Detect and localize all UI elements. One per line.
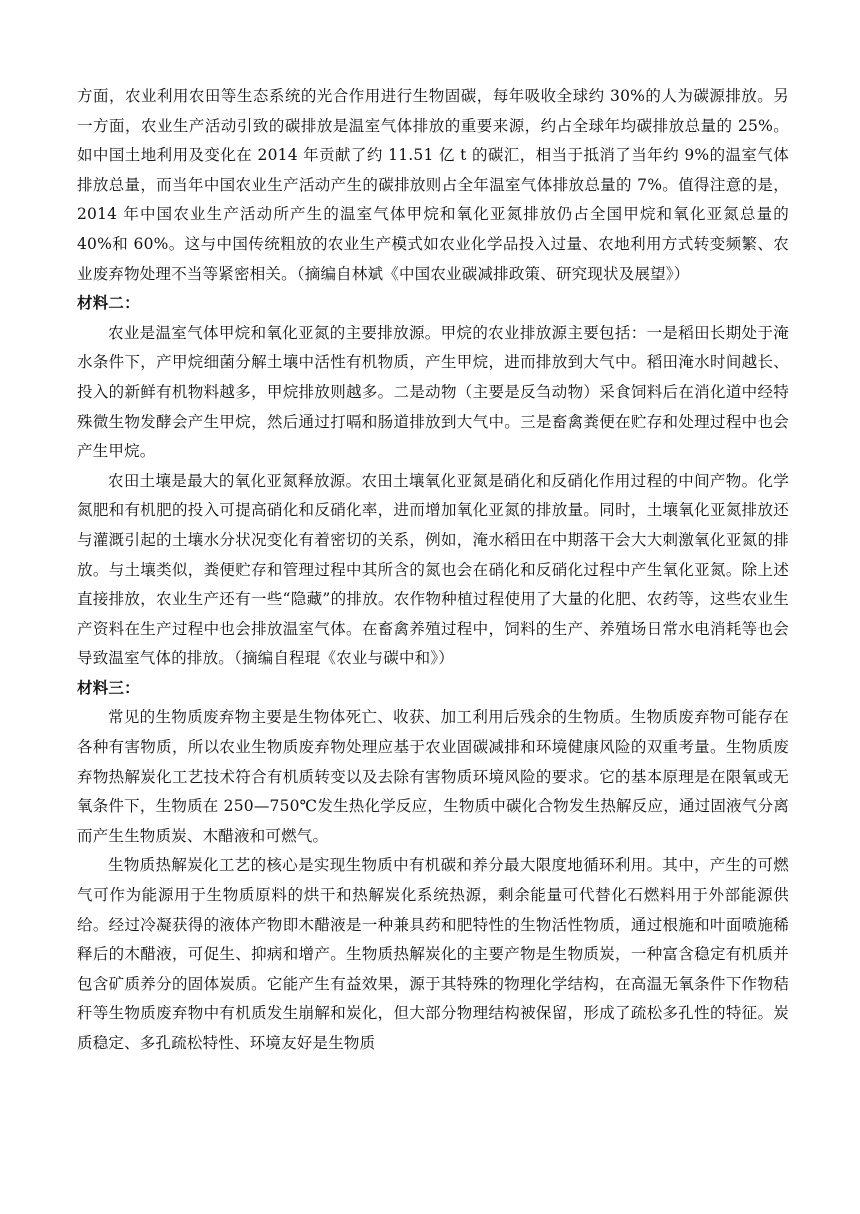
document-page — [77, 82, 789, 1059]
material2-heading: 材料二： — [77, 294, 140, 313]
material2-paragraph-1: 农业是温室气体甲烷和氧化亚氮的主要排放源。甲烷的农业排放源主要包括：一是稻田长期处于淹水条件下，产甲烷细菌分解土壤中活性有机物质，产生甲烷，进而排放到大气中。稻田淹水时间越长、投入的新鲜有机物料越多，甲烷排放则越多。二是动物（主要是反刍动物）采食饲料后在消化道中经特殊微生物发酵会产生甲烷，然后通过打嗝和肠道排放到大气中。三是畜禽粪便在贮存和处理过程中也会产生甲烷。 — [77, 323, 789, 461]
material3-paragraph-2: 生物质热解炭化工艺的核心是实现生物质中有机碳和养分最大限度地循环利用。其中，产生的可燃气可作为能源用于生物质原料的烘干和热解炭化系统热源，剩余能量可代替化石燃料用于外部能源供给。经过冷凝获得的液体产物即木醋液是一种兼具药和肥特性的生物活性物质，通过根施和叶面喷施稀释后的木醋液，可促生、抑病和增产。生物质热解炭化的主要产物是生物质炭，一种富含稳定有机质并包含矿质养分的固体炭质。它能产生有益效果，源于其特殊的物理化学结构，在高温无氧条件下作物秸秆等生物质废弃物中有机质发生崩解和炭化，但大部分物理结构被保留，形成了疏松多孔性的特征。炭质稳定、多孔疏松特性、环境友好是生物质 — [77, 856, 789, 1052]
material3-paragraph-1: 常见的生物质废弃物主要是生物体死亡、收获、加工利用后残余的生物质。生物质废弃物可能存在各种有害物质，所以农业生物质废弃物处理应基于农业固碳减排和环境健康风险的双重考量。生物质废弃物热解炭化工艺技术符合有机质转变以及去除有害物质环境风险的要求。它的基本原理是在限氧或无氧条件下，生物质在 250—750℃发生热化学反应，生物质中碳化合物发生热解反应，通过固液气分离而产生生物质炭、木醋液和可燃气。 — [77, 708, 789, 845]
material1-continuation-paragraph: 方面，农业利用农田等生态系统的光合作用进行生物固碳，每年吸收全球约 30%的人为碳源排放。另一方面，农业生产活动引致的碳排放是温室气体排放的重要来源，约占全球年均碳排放总量的 25%。如中国土地利用及变化在 2014 年贡献了约 11.51 亿 t 的碳汇，相当于抵消了当年约 9%的温室气体排放总量，而当年中国农业生产活动产生的碳排放则占全年温室气体排放总量的 7%。值得注意的是，2014 年中国农业生产活动所产生的温室气体甲烷和氧化亚氮排放仍占全国甲烷和氧化亚氮总量的 40%和 60%。这与中国传统粗放的农业生产模式如农业化学品投入过量、农地利用方式转变频繁、农业废弃物处理不当等紧密相关。（摘编自林斌《中国农业碳减排政策、研究现状及展望》） — [77, 87, 789, 283]
material3-heading: 材料三： — [77, 678, 140, 697]
material2-paragraph-2: 农田土壤是最大的氧化亚氮释放源。农田土壤氧化亚氮是硝化和反硝化作用过程的中间产物。化学氮肥和有机肥的投入可提高硝化和反硝化率，进而增加氧化亚氮的排放量。同时，土壤氧化亚氮排放还与灌溉引起的土壤水分状况变化有着密切的关系，例如，淹水稻田在中期落干会大大刺激氧化亚氮的排放。与土壤类似，粪便贮存和管理过程中其所含的氮也会在硝化和反硝化过程中产生氧化亚氮。除上述直接排放，农业生产还有一些“隐藏”的排放。农作物种植过程使用了大量的化肥、农药等，这些农业生产资料在生产过程中也会排放温室气体。在畜禽养殖过程中，饲料的生产、养殖场日常水电消耗等也会导致温室气体的排放。（摘编自程琨《农业与碳中和》） — [77, 471, 789, 668]
